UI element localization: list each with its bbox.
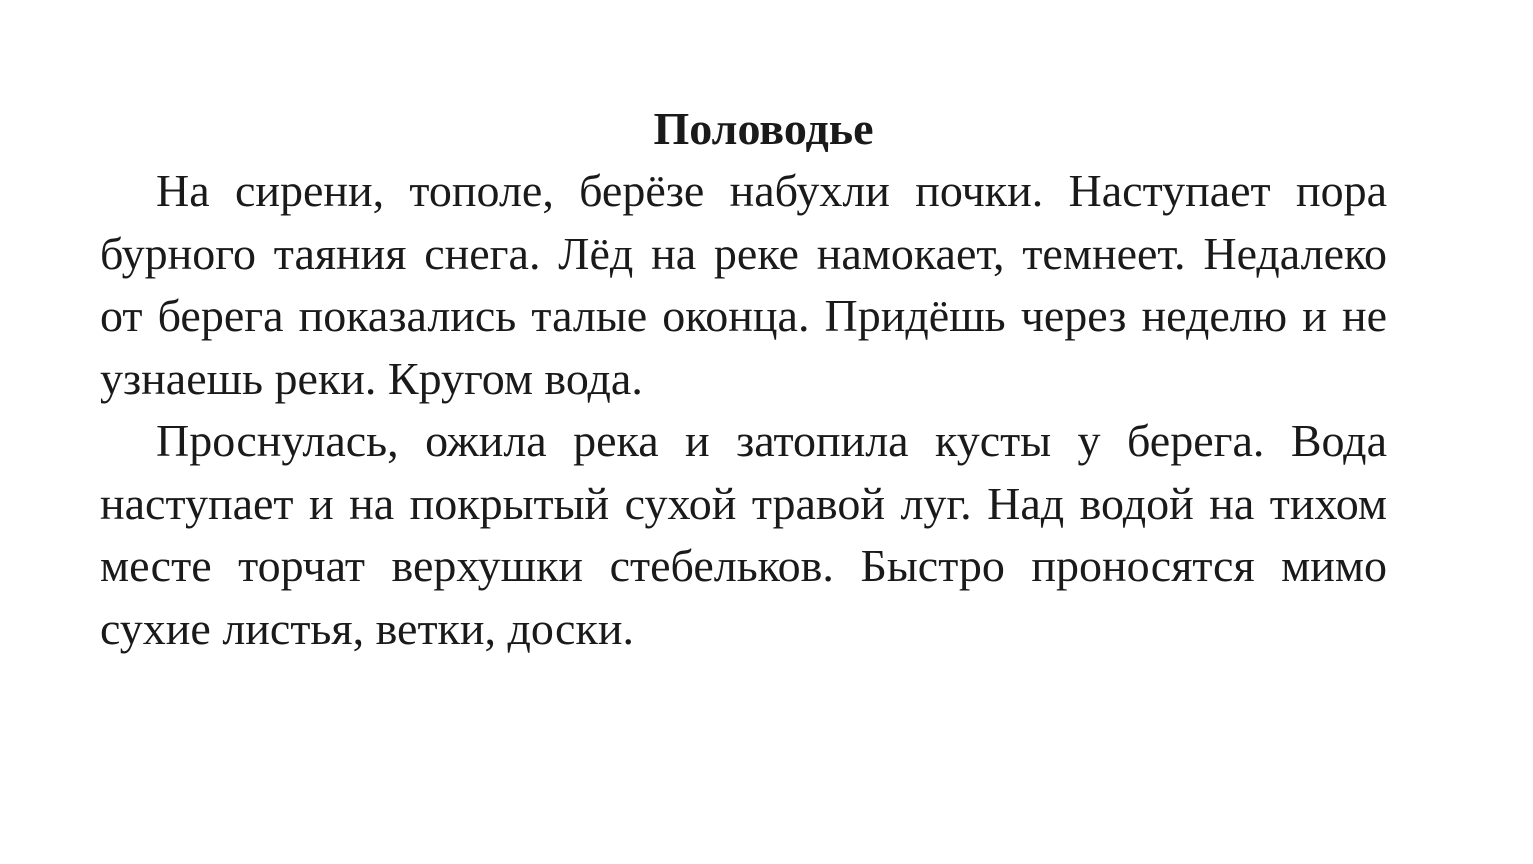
document-title: Половодье — [653, 103, 874, 154]
paragraph-1: На сирени, тополе, берёзе набухли почки. Наступает пора бурного таяния снега. Лёд на реке намокает, темнеет. Недалеко от берега показались талые оконца. Придёшь через неделю и не узнаешь реки. Кругом вода. — [100, 165, 1387, 404]
document-page — [100, 98, 1387, 660]
paragraph-2: Проснулась, ожила река и затопила кусты у берега. Вода наступает и на покрытый сухой травой луг. Над водой на тихом месте торчат верхушки стебельков. Быстро проносятся мимо сухие листья, ветки, доски. — [100, 415, 1387, 654]
